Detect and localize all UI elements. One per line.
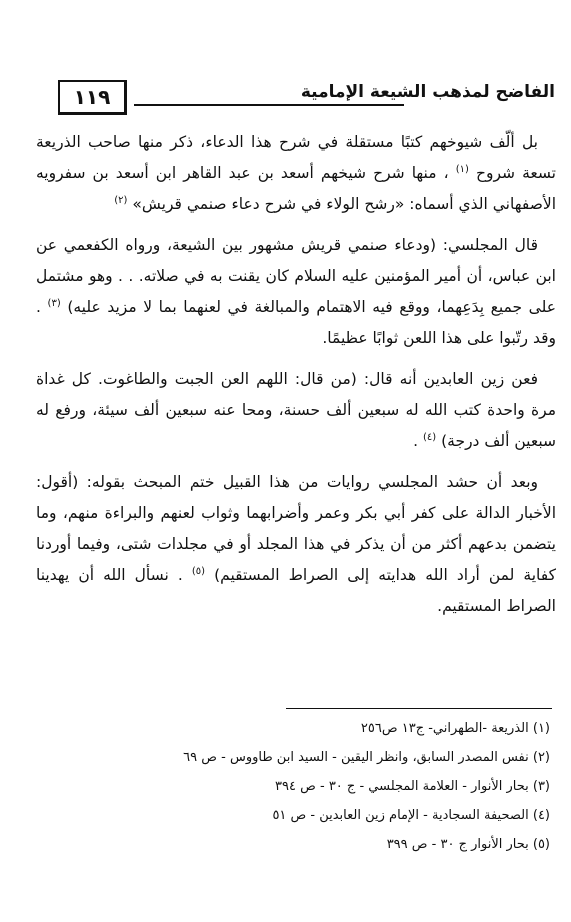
- footnote-ref-4: (٤): [423, 431, 437, 443]
- paragraph-3-text-b: .: [413, 432, 419, 450]
- page-number: ١١٩: [58, 80, 127, 115]
- page-header: [58, 80, 555, 116]
- footnotes: [183, 714, 550, 859]
- footnote-2: (٢) نفس المصدر السابق، وانظر اليقين - السيد ابن طاووس - ص ٦٩: [183, 750, 550, 765]
- footnote-separator: [286, 708, 552, 709]
- footnote-ref-3: (٣): [47, 297, 61, 309]
- body-text: [36, 127, 556, 632]
- paragraph-4-text-b: . نسأل الله أن يهدينا الصراط المستقيم.: [36, 566, 556, 615]
- footnote-ref-2: (٢): [114, 194, 128, 206]
- footnote-5: (٥) بحار الأنوار ج ٣٠ - ص ٣٩٩: [386, 837, 550, 852]
- paragraph-4-text-a: وبعد أن حشد المجلسي روايات من هذا القبيل ختم المبحث بقوله: (أقول: الأخبار الدالة على كفر أبي بكر وعمر وأضرابهما وثواب لعنهم والبراءة منهم، وما يتضمن بدعهم أكثر من أن يذكر في هذا المجلد أو في مجلدات شتى، وفيما أوردنا كفاية لمن أراد الله هدايته إلى الصراط المستقيم): [36, 473, 556, 584]
- paragraph-1: [36, 127, 556, 220]
- paragraph-4: [36, 467, 556, 622]
- header-rule: [134, 104, 404, 106]
- paragraph-3-text-a: فعن زين العابدين أنه قال: (من قال: اللهم العن الجبت والطاغوت. كل غداة مرة واحدة كتب الله له سبعين ألف حسنة، ومحا عنه سبعين ألف سيئة، ورفع له سبعين ألف درجة): [36, 370, 556, 450]
- footnote-4: (٤) الصحيفة السجادية - الإمام زين العابدين - ص ٥١: [272, 808, 550, 823]
- paragraph-2-text-b: . وقد رتّبوا على هذا اللعن ثوابًا عظيمًا.: [36, 298, 556, 347]
- paragraph-3: [36, 364, 556, 457]
- footnote-ref-1: (١): [455, 163, 469, 175]
- running-title: الفاضح لمذهب الشيعة الإمامية: [300, 82, 555, 102]
- paragraph-1-text-b: ، منها شرح شيخهم أسعد بن عبد القاهر ابن أسعد بن سفرويه الأصفهاني الذي أسماه: «رشح الولاء في شرح دعاء صنمي قريش»: [36, 164, 556, 213]
- paragraph-1-text-a: بل ألّف شيوخهم كتبًا مستقلة في شرح هذا الدعاء، ذكر منها صاحب الذريعة تسعة شروح: [36, 133, 556, 182]
- paragraph-2: [36, 230, 556, 354]
- footnote-3: (٣) بحار الأنوار - العلامة المجلسي - ج ٣٠ - ص ٣٩٤: [275, 779, 550, 794]
- footnote-ref-5: (٥): [191, 565, 206, 577]
- footnote-1: (١) الذريعة -الطهراني- ج١٣ ص٢٥٦: [360, 721, 550, 736]
- paragraph-2-text-a: قال المجلسي: (ودعاء صنمي قريش مشهور بين الشيعة، ورواه الكفعمي عن ابن عباس، أن أمير المؤمنين عليه السلام كان يقنت به في صلاته. . . وهو مشتمل على جميع بِدَعِهما، ووقع فيه الاهتمام والمبالغة في لعنهما بما لا مزيد عليه): [36, 236, 556, 316]
